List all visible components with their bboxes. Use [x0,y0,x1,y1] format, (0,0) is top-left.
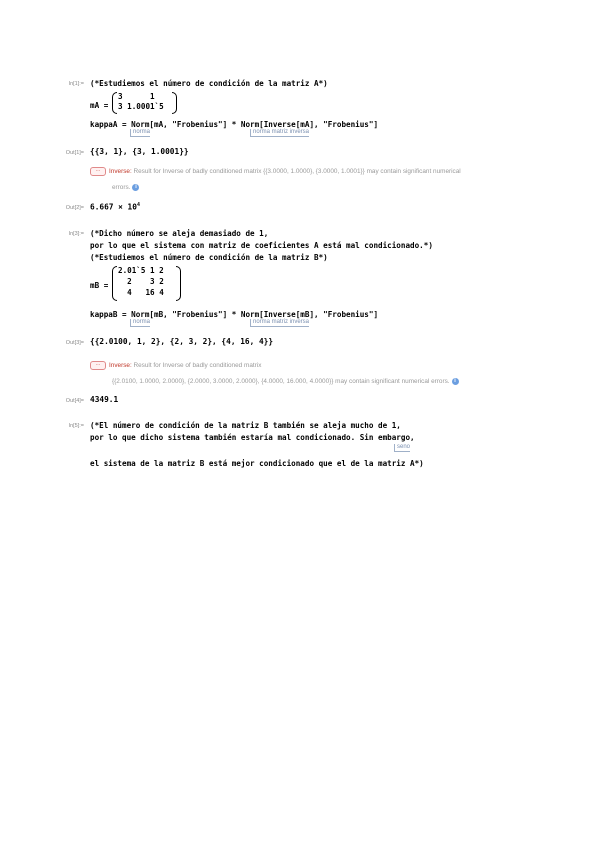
in5-comment-3[interactable]: el sistema de la matriz B está mejor condicionado que el de la matriz A*) [90,459,424,468]
message-tag: Inverse: [109,362,132,369]
info-icon[interactable]: i [132,184,139,191]
matrix-A-row-2: 3 1.0001`5 [118,102,164,111]
matrix-B-row-1: 2.01`5 1 2 [118,266,164,275]
message-inverse-2-cont: {{2.0100, 1.0000, 2.0000}, {2.0000, 3.0000, 2.0000}, {4.0000, 16.000, 4.0000}} may contain significant numerical errors. i [112,376,459,388]
message-text: Result for Inverse of badly conditioned matrix [133,362,262,369]
mB-lhs[interactable]: mB = [90,281,109,290]
in5-comment-1[interactable]: (*El número de condición de la matriz B también se aleja mucho de 1, [90,421,401,430]
message-inverse-2 [90,360,261,372]
out2-value: $6.667 \times 10^4$ [90,202,140,212]
hint-seno: seno [394,444,410,452]
hint-norma: norma [130,319,150,327]
matrix-B-row-2: 2 3 2 [127,277,164,286]
out3-value: {{2.0100, 1, 2}, {2, 3, 2}, {4, 16, 4}} [90,337,274,346]
matrix-B-row-3: 4 16 4 [127,288,164,297]
mA-lhs[interactable]: mA = [90,101,109,110]
in1-label: In[1]:= [68,81,84,87]
message-inverse-1-cont: errors. i [112,182,139,194]
left-paren [112,266,117,301]
message-menu-icon[interactable]: ··· [90,361,106,370]
in5-comment-2[interactable]: por lo que dicho sistema también estaría mal condicionado. Sin embargo, [90,433,415,442]
matrix-B[interactable] [112,266,184,302]
right-paren [176,266,181,301]
right-paren [172,92,177,114]
left-paren [112,92,117,114]
kappaB-line[interactable]: kappaB = Norm[mB, "Frobenius"] * Norm[Inverse[mB], "Frobenius"] [90,310,379,319]
in1-comment[interactable]: (*Estudiemos el número de condición de la matriz A*) [90,79,328,88]
kappaA-line[interactable]: kappaA = Norm[mA, "Frobenius"] * Norm[Inverse[mA], "Frobenius"] [90,120,379,129]
message-text: Result for Inverse of badly conditioned matrix {{3.0000, 1.0000}, {3.0000, 1.0001}} may contain significant numerical [133,168,461,175]
hint-norma: norma [130,129,150,137]
hint-norma-inversa: norma matriz inversa [250,129,309,137]
out3-label: Out[3]= [65,340,84,346]
in3-comment-1[interactable]: (*Dicho número se aleja demasiado de 1, [90,229,269,238]
in3-label: In[3]:= [68,231,84,237]
info-icon[interactable]: i [452,378,459,385]
in3-comment-2[interactable]: por lo que el sistema con matriz de coeficientes A está mal condicionado.*) [90,241,433,250]
in5-label: In[5]:= [68,423,84,429]
out4-label: Out[4]= [65,398,84,404]
message-inverse-1 [90,166,461,178]
matrix-A[interactable] [112,92,178,114]
out1-value: {{3, 1}, {3, 1.0001}} [90,147,189,156]
out1-label: Out[1]= [65,150,84,156]
message-tag: Inverse: [109,168,132,175]
out2-label: Out[2]= [65,205,84,211]
in3-comment-3[interactable]: (*Estudiemos el número de condición de la matriz B*) [90,253,328,262]
hint-norma-inversa: norma matriz inversa [250,319,309,327]
message-menu-icon[interactable]: ··· [90,167,106,176]
out4-value: 4349.1 [90,395,119,404]
matrix-A-row-1: 3 1 [118,92,155,101]
